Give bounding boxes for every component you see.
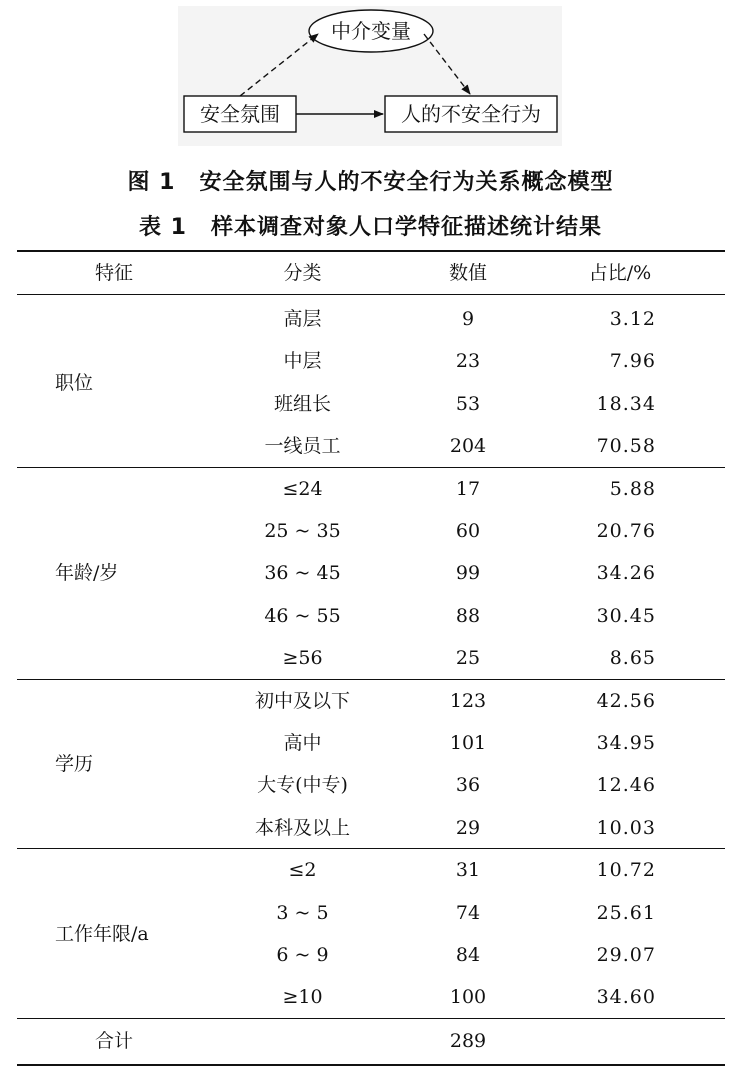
value-cell: 101 <box>449 732 487 754</box>
percent-cell: 34.26 <box>596 562 656 585</box>
category-cell: 本科及以上 <box>254 816 350 839</box>
category-cell: ≥56 <box>282 647 323 670</box>
percent-cell: 12.46 <box>596 774 656 797</box>
percent-cell: 20.76 <box>596 520 656 542</box>
category-cell: 初中及以下 <box>254 689 350 712</box>
value-cell: 25 <box>455 647 481 670</box>
category-cell: 班组长 <box>273 392 331 415</box>
percent-cell: 34.60 <box>596 986 656 1009</box>
value-cell: 84 <box>455 944 481 966</box>
category-cell: 一线员工 <box>264 435 341 458</box>
concept-model-diagram <box>0 0 741 150</box>
percent-cell: 10.72 <box>596 859 656 882</box>
category-cell: 高中 <box>283 732 322 754</box>
category-cell: ≤24 <box>282 477 323 500</box>
value-cell: 23 <box>455 350 481 373</box>
percent-cell: 7.96 <box>609 350 656 373</box>
group-separator-rule <box>17 1018 725 1019</box>
value-cell: 31 <box>455 859 481 882</box>
percent-cell: 25.61 <box>596 901 656 924</box>
dependent-node-label: 人的不安全行为 <box>401 102 541 126</box>
table-header-cell: 占比/% <box>588 262 652 284</box>
total-label: 合计 <box>94 1029 133 1052</box>
feature-group-label: 学历 <box>55 753 94 776</box>
percent-cell: 18.34 <box>596 392 656 415</box>
value-cell: 204 <box>449 435 487 458</box>
percent-cell: 70.58 <box>596 435 656 458</box>
percent-cell: 30.45 <box>596 604 656 627</box>
independent-node <box>184 96 296 132</box>
category-cell: 高层 <box>283 308 322 330</box>
value-cell: 99 <box>455 562 481 585</box>
value-cell: 60 <box>455 520 481 542</box>
category-cell: 3 ~ 5 <box>276 901 329 924</box>
percent-cell: 34.95 <box>596 732 656 754</box>
figure-caption-number: 图 1 <box>127 170 176 195</box>
category-cell: ≤2 <box>288 859 317 882</box>
category-cell: 6 ~ 9 <box>276 944 329 966</box>
category-cell: 36 ~ 45 <box>264 562 341 585</box>
figure-caption <box>0 165 741 196</box>
percent-cell: 3.12 <box>609 308 656 330</box>
percent-cell: 42.56 <box>596 689 656 712</box>
value-cell: 9 <box>461 308 475 330</box>
independent-node-label: 安全氛围 <box>200 102 280 126</box>
value-cell: 17 <box>455 477 481 500</box>
table-caption-number: 表 1 <box>139 215 187 240</box>
percent-cell: 10.03 <box>596 816 656 839</box>
feature-group-label: 年龄/岁 <box>55 562 119 585</box>
table-caption <box>0 210 741 241</box>
table-header-cell: 数值 <box>448 262 487 284</box>
mediator-node <box>309 10 433 52</box>
category-cell: 25 ~ 35 <box>264 520 341 542</box>
value-cell: 88 <box>455 604 481 627</box>
value-cell: 100 <box>449 986 487 1009</box>
percent-cell: 5.88 <box>609 477 656 500</box>
category-cell: 46 ~ 55 <box>264 604 341 627</box>
figure-caption-text: 安全氛围与人的不安全行为关系概念模型 <box>199 170 614 195</box>
table-header-rule <box>17 294 725 295</box>
table-header-cell: 分类 <box>283 262 322 284</box>
value-cell: 29 <box>455 816 481 839</box>
value-cell: 36 <box>455 774 481 797</box>
category-cell: 中层 <box>283 350 322 373</box>
value-cell: 53 <box>455 392 481 415</box>
percent-cell: 29.07 <box>596 944 656 966</box>
feature-group-label: 职位 <box>55 371 94 394</box>
value-cell: 74 <box>455 901 481 924</box>
table-header-cell: 特征 <box>94 262 133 284</box>
mediator-node-label: 中介变量 <box>331 19 411 43</box>
category-cell: 大专(中专) <box>257 774 348 797</box>
total-value: 289 <box>449 1029 487 1052</box>
value-cell: 123 <box>449 689 487 712</box>
dependent-node <box>385 96 557 132</box>
table-caption-text: 样本调查对象人口学特征描述统计结果 <box>210 215 602 240</box>
category-cell: ≥10 <box>282 986 323 1009</box>
percent-cell: 8.65 <box>609 647 656 670</box>
feature-group-label: 工作年限/a <box>55 922 149 945</box>
